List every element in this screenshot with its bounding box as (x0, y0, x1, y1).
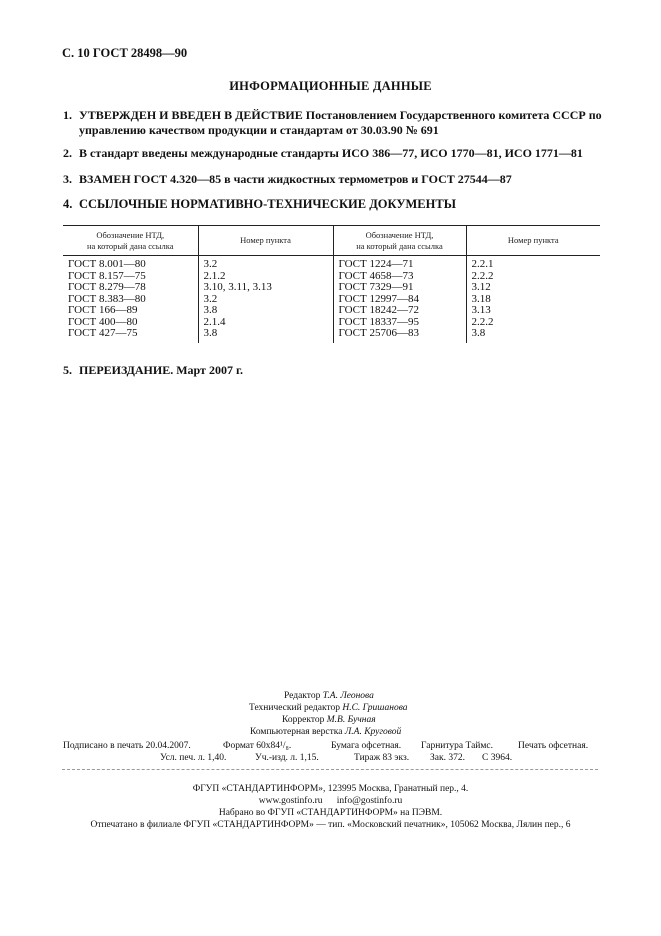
col-header-clause: Номер пункта (466, 226, 600, 256)
ref-clause-cell: 3.8 (198, 305, 333, 317)
item-number: 4. (63, 197, 73, 211)
item-number: 3. (63, 172, 72, 186)
ref-document-cell: ГОСТ 18337—95 (333, 317, 466, 329)
col-header-doc: Обозначение НТД, на который дана ссылка (333, 226, 466, 256)
table-row (63, 317, 600, 329)
ref-clause-cell: 2.2.1 (466, 256, 600, 271)
credit-editor: Редактор Т.А. Леонова (284, 691, 374, 701)
imprint-order: Зак. 372. (430, 753, 465, 763)
item-text: в части жидкостных термометров и ГОСТ 27544—87 (224, 172, 512, 186)
imprint-print: Печать офсетная. (518, 741, 589, 751)
item-text: ССЫЛОЧНЫЕ НОРМАТИВНО-ТЕХНИЧЕСКИЕ ДОКУМЕНТЫ (79, 197, 456, 211)
table-row (63, 305, 600, 317)
info-item-replaces (63, 172, 512, 187)
publisher-website[interactable]: www.gostinfo.ru (258, 796, 323, 806)
imprint-code: С 3964. (482, 753, 513, 763)
page-header: С. 10 ГОСТ 28498—90 (62, 46, 188, 60)
info-item-references (63, 197, 456, 212)
ref-clause-cell: 3.8 (198, 328, 333, 343)
ref-clause-cell: 2.1.2 (198, 271, 333, 283)
publisher-printed: Отпечатано в филиале ФГУП «СТАНДАРТИНФОРМ» — тип. «Московский печатник», 105062 Москва, Лялин пер., 6 (90, 820, 571, 830)
table-row (63, 282, 600, 294)
divider (62, 769, 598, 770)
ref-clause-cell: 3.12 (466, 282, 600, 294)
ref-document-cell: ГОСТ 12997—84 (333, 294, 466, 306)
item-text-continuation: управлению качеством продукции и стандартам от 30.03.90 № 691 (79, 123, 439, 137)
table-row (63, 256, 600, 271)
info-item-reissue (63, 363, 243, 378)
publisher-typeset: Набрано во ФГУП «СТАНДАРТИНФОРМ» на ПЭВМ. (218, 808, 443, 818)
ref-document-cell: ГОСТ 4658—73 (333, 271, 466, 283)
credit-layout: Компьютерная верстка Л.А. Круговой (250, 727, 402, 737)
ref-document-cell: ГОСТ 8.383—80 (68, 292, 146, 305)
imprint-format: Формат 60x84¹/₈. (223, 741, 292, 751)
item-text: Постановлением Государственного комитета СССР по (305, 108, 602, 122)
info-item-international-standards (63, 146, 583, 161)
ref-clause-cell: 2.2.2 (466, 317, 600, 329)
info-item-approved (63, 108, 603, 138)
imprint-pub-sheets: Уч.-изд. л. 1,15. (255, 753, 319, 763)
item-number: 2. (63, 146, 72, 160)
table-row (63, 328, 600, 343)
item-lead: ВЗАМЕН ГОСТ 4.320—85 (79, 172, 222, 186)
ref-document-cell: ГОСТ 8.001—80 (68, 258, 146, 270)
item-lead: ПЕРЕИЗДАНИЕ. (79, 363, 174, 377)
credit-tech-editor: Технический редактор Н.С. Гришанова (249, 703, 408, 713)
col-header-clause: Номер пункта (198, 226, 333, 256)
imprint-sheets: Усл. печ. л. 1,40. (160, 753, 227, 763)
ref-clause-cell: 3.2 (198, 294, 333, 306)
item-text: Март 2007 г. (176, 363, 244, 377)
item-lead: УТВЕРЖДЕН И ВВЕДЕН В ДЕЙСТВИЕ (79, 108, 303, 122)
publisher-contacts (0, 795, 661, 807)
credit-corrector: Корректор М.В. Бучная (282, 715, 376, 725)
imprint-signed: Подписано в печать 20.04.2007. (63, 741, 191, 751)
ref-document-cell: ГОСТ 18242—72 (333, 305, 466, 317)
item-text: В стандарт введены международные стандарты ИСО 386—77, ИСО 1770—81, ИСО 1771—81 (79, 146, 583, 160)
imprint-font: Гарнитура Таймс. (421, 741, 493, 751)
ref-document-cell: ГОСТ 400—80 (68, 315, 138, 328)
ref-clause-cell: 3.8 (466, 328, 600, 343)
ref-document-cell: ГОСТ 8.157—75 (68, 269, 146, 282)
publisher-email[interactable]: info@gostinfo.ru (336, 796, 403, 806)
publisher-address: ФГУП «СТАНДАРТИНФОРМ», 123995 Москва, Гранатный пер., 4. (192, 784, 469, 794)
ref-document-cell: ГОСТ 7329—91 (333, 282, 466, 294)
imprint-run: Тираж 83 экз. (354, 753, 410, 763)
col-header-doc: Обозначение НТД, на который дана ссылка (63, 226, 198, 256)
table-row (63, 294, 600, 306)
ref-clause-cell: 3.13 (466, 305, 600, 317)
ref-clause-cell: 3.10, 3.11, 3.13 (198, 282, 333, 294)
ref-clause-cell: 3.2 (198, 256, 333, 271)
ref-document-cell: ГОСТ 166—89 (68, 304, 138, 316)
ref-clause-cell: 2.1.4 (198, 317, 333, 329)
imprint-paper: Бумага офсетная. (331, 741, 402, 751)
table-header-row (63, 226, 600, 256)
ref-document-cell: ГОСТ 8.279—78 (68, 281, 146, 293)
page-title: ИНФОРМАЦИОННЫЕ ДАННЫЕ (229, 79, 432, 93)
ref-document-cell: ГОСТ 427—75 (68, 327, 138, 339)
item-number: 5. (63, 363, 72, 377)
ref-clause-cell: 2.2.2 (466, 271, 600, 283)
references-table (63, 225, 600, 343)
ref-document-cell: ГОСТ 25706—83 (333, 328, 466, 343)
ref-clause-cell: 3.18 (466, 294, 600, 306)
ref-document-cell: ГОСТ 1224—71 (333, 256, 466, 271)
item-number: 1. (63, 108, 72, 122)
